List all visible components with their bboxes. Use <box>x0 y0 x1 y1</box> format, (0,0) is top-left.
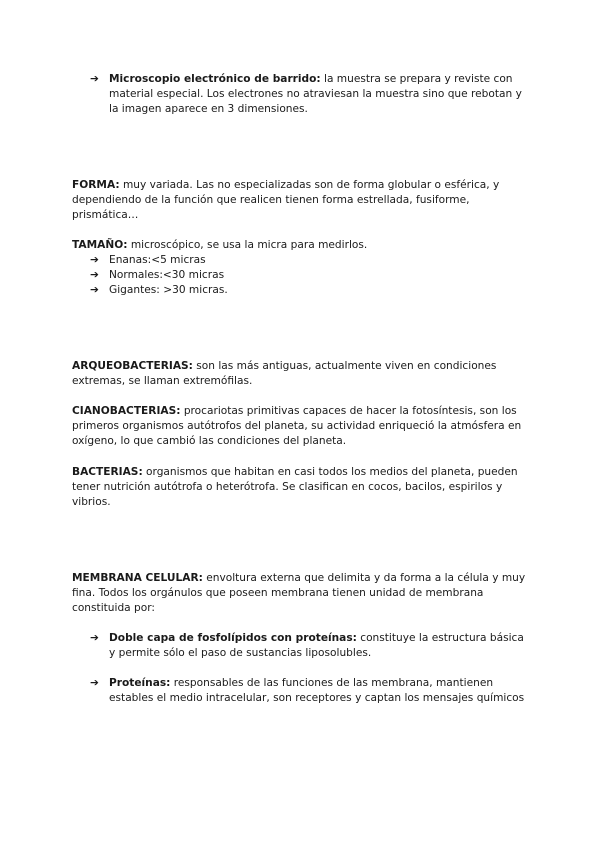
membrana-item-description: responsables de las funciones de las membrana, mantienen estables el medio intracelular, son receptores y captan los mensajes químicos <box>109 677 525 704</box>
ciano-text: procariotas primitivas capaces de hacer la fotosíntesis, son los primeros organismos autótrofos del planeta, su actividad enriqueció la atmósfera en oxígeno, lo que cambió las condiciones del planeta. <box>72 405 522 447</box>
arrow-icon: ➔ <box>90 73 99 85</box>
arqueo-paragraph <box>72 359 532 389</box>
ciano-term: CIANOBACTERIAS: <box>72 405 181 417</box>
membrana-item-term: Doble capa de fosfolípidos con proteínas: <box>109 632 357 644</box>
tamano-item-text: Enanas:<5 micras <box>109 254 206 266</box>
tamano-item-text: Gigantes: >30 micras. <box>109 284 228 296</box>
bacterias-term: BACTERIAS: <box>72 466 143 478</box>
arrow-icon: ➔ <box>90 632 99 644</box>
bacterias-text: organismos que habitan en casi todos los medios del planeta, pueden tener nutrición autótrofa o heterótrofa. Se clasifican en cocos, bacilos, espirilos y vibrios. <box>72 466 518 508</box>
sem-bullet <box>90 72 530 117</box>
arrow-icon: ➔ <box>90 284 99 296</box>
arrow-icon: ➔ <box>90 254 99 266</box>
sem-description: la muestra se prepara y reviste con material especial. Los electrones no atraviesan la muestra sino que rebotan y la imagen aparece en 3 dimensiones. <box>109 73 522 115</box>
membrana-paragraph <box>72 571 532 616</box>
membrana-item-term: Proteínas: <box>109 677 171 689</box>
bacterias-paragraph <box>72 465 532 510</box>
forma-text: muy variada. Las no especializadas son de forma globular o esférica, y dependiendo de la función que realicen tienen forma estrellada, fusiforme, prismática… <box>72 179 500 221</box>
membrana-item <box>90 631 530 661</box>
arqueo-text: son las más antiguas, actualmente viven en condiciones extremas, se llaman extremófilas. <box>72 360 497 387</box>
tamano-item <box>90 283 530 298</box>
arrow-icon: ➔ <box>90 269 99 281</box>
membrana-text: envoltura externa que delimita y da forma a la célula y muy fina. Todos los orgánulos que poseen membrana tienen unidad de membrana constituida por: <box>72 572 526 614</box>
membrana-item-description: constituye la estructura básica y permite sólo el paso de sustancias liposolubles. <box>109 632 524 659</box>
forma-paragraph <box>72 178 532 223</box>
membrana-term: MEMBRANA CELULAR: <box>72 572 203 584</box>
tamano-item-text: Normales:<30 micras <box>109 269 225 281</box>
tamano-item <box>90 253 530 268</box>
ciano-paragraph <box>72 404 532 449</box>
membrana-item-text <box>109 676 530 706</box>
sem-bullet-text <box>109 72 530 117</box>
arqueo-term: ARQUEOBACTERIAS: <box>72 360 193 372</box>
membrana-item <box>90 676 530 706</box>
sem-term: Microscopio electrónico de barrido: <box>109 73 321 85</box>
tamano-text: microscópico, se usa la micra para medirlos. <box>127 239 368 251</box>
tamano-paragraph <box>72 238 532 253</box>
forma-term: FORMA: <box>72 179 120 191</box>
membrana-item-text <box>109 631 530 661</box>
tamano-term: TAMAÑO: <box>72 239 128 251</box>
arrow-icon: ➔ <box>90 677 99 689</box>
tamano-item <box>90 268 530 283</box>
